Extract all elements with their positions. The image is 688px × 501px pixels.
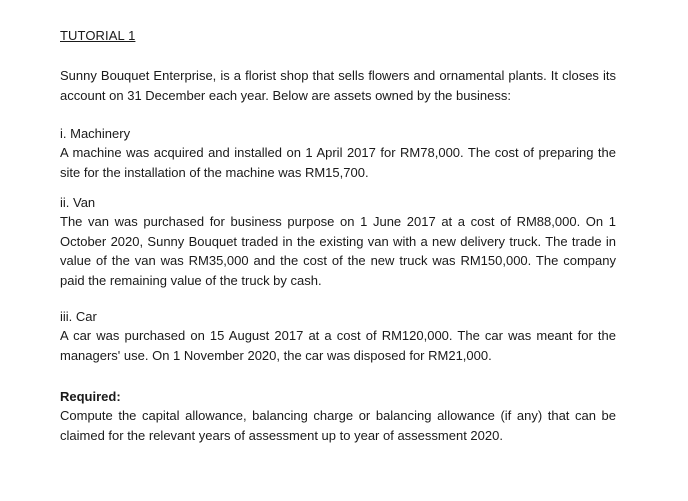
section-machinery: [60, 125, 616, 182]
required-section: [60, 388, 616, 445]
section-body: The van was purchased for business purpose on 1 June 2017 at a cost of RM88,000. On 1 October 2020, Sunny Bouquet traded in the existing van with a new delivery truck. The trade in value of the van was RM35,000 and the cost of the new truck was RM150,000. The company paid the remaining value of the truck by cash.: [60, 214, 616, 288]
section-body: A car was purchased on 15 August 2017 at a cost of RM120,000. The car was meant for the managers' use. On 1 November 2020, the car was disposed for RM21,000.: [60, 328, 616, 363]
section-car: [60, 308, 616, 365]
document-page: [60, 28, 616, 445]
required-body: Compute the capital allowance, balancing charge or balancing allowance (if any) that can be claimed for the relevant years of assessment up to year of assessment 2020.: [60, 408, 616, 443]
required-label: Required:: [60, 389, 121, 404]
intro-paragraph: Sunny Bouquet Enterprise, is a florist shop that sells flowers and ornamental plants. It closes its account on 31 December each year. Below are assets owned by the business:: [60, 68, 616, 103]
document-title: TUTORIAL 1: [60, 28, 136, 43]
section-van: [60, 194, 616, 290]
section-heading: iii. Car: [60, 309, 97, 324]
section-body: A machine was acquired and installed on 1 April 2017 for RM78,000. The cost of preparing the site for the installation of the machine was RM15,700.: [60, 145, 616, 180]
section-heading: i. Machinery: [60, 126, 131, 141]
section-heading: ii. Van: [60, 195, 96, 210]
